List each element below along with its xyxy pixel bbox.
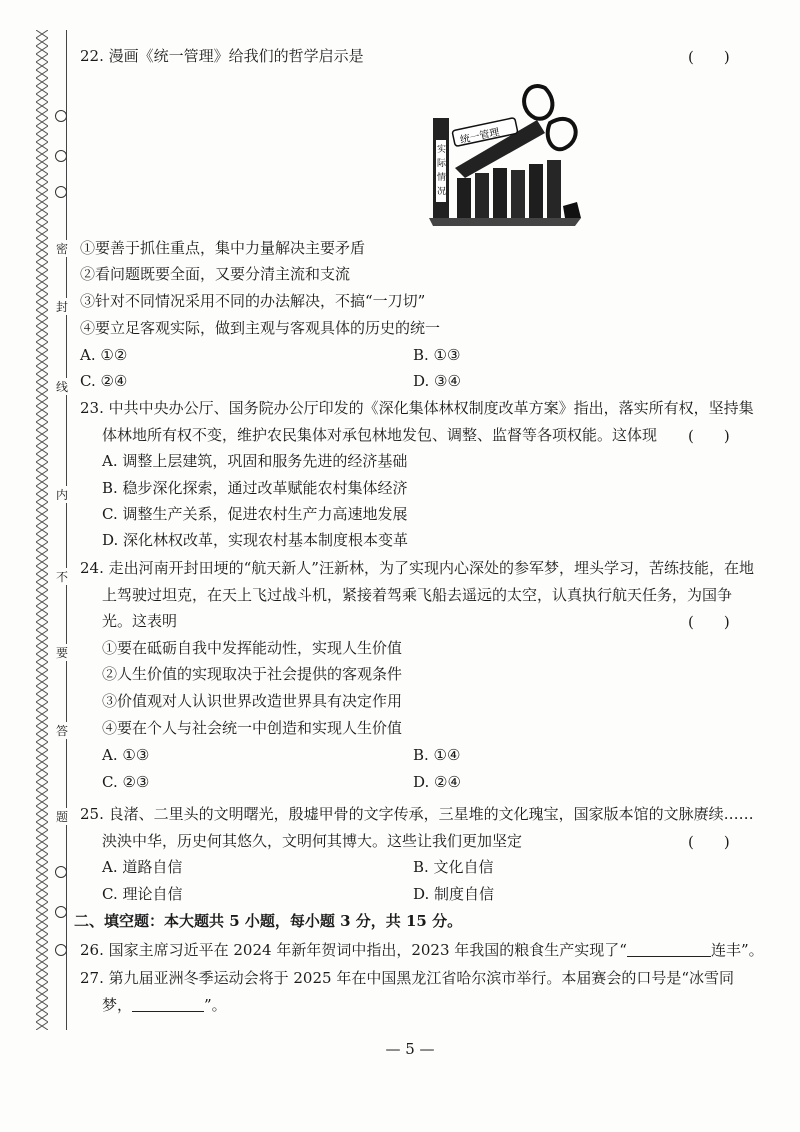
q23-answer-paren: ( ) [688, 427, 730, 445]
q25-option-d: D. 制度自信 [413, 885, 495, 903]
q24-option-a: A. ①③ [102, 746, 150, 764]
q27-text-after: ”。 [204, 996, 227, 1014]
binding-zigzag [36, 30, 48, 1030]
q23-option-c: C. 调整生产关系，促进农村生产力高速地发展 [102, 505, 408, 523]
q25-answer-paren: ( ) [688, 833, 730, 851]
q27-text-before: 梦， [102, 996, 133, 1014]
binding-hole [55, 150, 67, 162]
binding-hole [55, 866, 67, 878]
q24-stem-line3: 光。这表明 [102, 612, 178, 630]
q24-stem-line1: 24. 走出河南开封田埂的“航天新人”汪新林，为了实现内心深处的参军梦，埋头学习，苦练技能，在地 [80, 559, 754, 577]
binding-hole [55, 944, 67, 956]
q25-option-a: A. 道路自信 [102, 858, 183, 876]
binding-char: 线 [55, 380, 68, 394]
q25-option-b: B. 文化自信 [413, 858, 494, 876]
binding-hole [55, 186, 67, 198]
binding-char: 答 [55, 724, 68, 738]
q23-option-a: A. 调整上层建筑，巩固和服务先进的经济基础 [102, 452, 408, 470]
q24-stem-line2: 上驾驶过坦克，在天上飞过战斗机，紧接着驾乘飞船去遥远的太空，认真执行航天任务，为国争 [102, 586, 733, 604]
q26-answer-blank[interactable] [627, 942, 711, 957]
binding-margin [0, 0, 70, 1132]
q23-stem-line1: 23. 中共中央办公厅、国务院办公厅印发的《深化集体林权制度改革方案》指出，落实所有权，坚持集 [80, 399, 754, 417]
q27-stem-line2 [102, 995, 227, 1015]
q25-stem-line1: 25. 良渚、二里头的文明曙光，殷墟甲骨的文字传承，三星堆的文化瑰宝，国家版本馆的文脉赓续…… [80, 805, 754, 823]
binding-char: 要 [55, 646, 68, 660]
q24-option-d: D. ②④ [413, 773, 461, 791]
q22-option-d: D. ③④ [413, 372, 461, 390]
binding-char: 内 [55, 488, 68, 502]
q24-item-2: ②人生价值的实现取决于社会提供的客观条件 [102, 665, 403, 683]
binding-char: 密 [55, 242, 68, 256]
section-title-fill-in: 二、填空题：本大题共 5 小题，每小题 3 分，共 15 分。 [74, 912, 463, 930]
q22-item-2: ②看问题既要全面，又要分清主流和支流 [80, 265, 351, 283]
page-number: — 5 — [385, 1040, 435, 1058]
q22-item-3: ③针对不同情况采用不同的办法解决，不搞“一刀切” [80, 292, 426, 310]
q24-answer-paren: ( ) [688, 613, 730, 631]
q24-option-c: C. ②③ [102, 773, 150, 791]
q26-text-before: 26. 国家主席习近平在 2024 年新年贺词中指出，2023 年我国的粮食生产实现了“ [80, 941, 627, 959]
binding-char: 封 [55, 300, 68, 314]
q22-option-b: B. ①③ [413, 346, 461, 364]
q22-stem: 22. 漫画《统一管理》给我们的哲学启示是 [80, 47, 364, 65]
q24-option-b: B. ①④ [413, 746, 461, 764]
q24-item-1: ①要在砥砺自我中发挥能动性，实现人生价值 [102, 639, 403, 657]
binding-char: 题 [55, 810, 68, 824]
q22-item-4: ④要立足客观实际，做到主观与客观具体的历史的统一 [80, 319, 441, 337]
cartoon-label-side: 实 际 情 况 [437, 145, 447, 197]
binding-char: 不 [55, 570, 68, 584]
cartoon-label-top: 统一管理 [459, 127, 501, 147]
q26-text-after: 连丰”。 [710, 941, 764, 959]
q27-answer-blank[interactable] [132, 997, 204, 1012]
q22-item-1: ①要善于抓住重点，集中力量解决主要矛盾 [80, 239, 366, 257]
q23-option-d: D. 深化林权改革，实现农村基本制度根本变革 [102, 531, 409, 549]
binding-hole [55, 906, 67, 918]
binding-hole [55, 110, 67, 122]
q25-option-c: C. 理论自信 [102, 885, 183, 903]
cartoon-illustration [425, 78, 585, 228]
q22-option-a: A. ①② [80, 346, 128, 364]
q22-answer-paren: ( ) [688, 48, 730, 66]
q26-stem [80, 940, 764, 960]
q24-item-4: ④要在个人与社会统一中创造和实现人生价值 [102, 719, 403, 737]
q23-stem-line2: 体林地所有权不变，维护农民集体对承包林地发包、调整、监督等各项权能。这体现 [102, 426, 658, 444]
q27-stem-line1: 27. 第九届亚洲冬季运动会将于 2025 年在中国黑龙江省哈尔滨市举行。本届赛会的口号是“冰雪同 [80, 969, 735, 987]
binding-line [66, 30, 67, 1030]
q23-option-b: B. 稳步深化探索，通过改革赋能农村集体经济 [102, 479, 408, 497]
q24-item-3: ③价值观对人认识世界改造世界具有决定作用 [102, 692, 403, 710]
q25-stem-line2: 泱泱中华，历史何其悠久，文明何其博大。这些让我们更加坚定 [102, 832, 523, 850]
q22-option-c: C. ②④ [80, 372, 128, 390]
